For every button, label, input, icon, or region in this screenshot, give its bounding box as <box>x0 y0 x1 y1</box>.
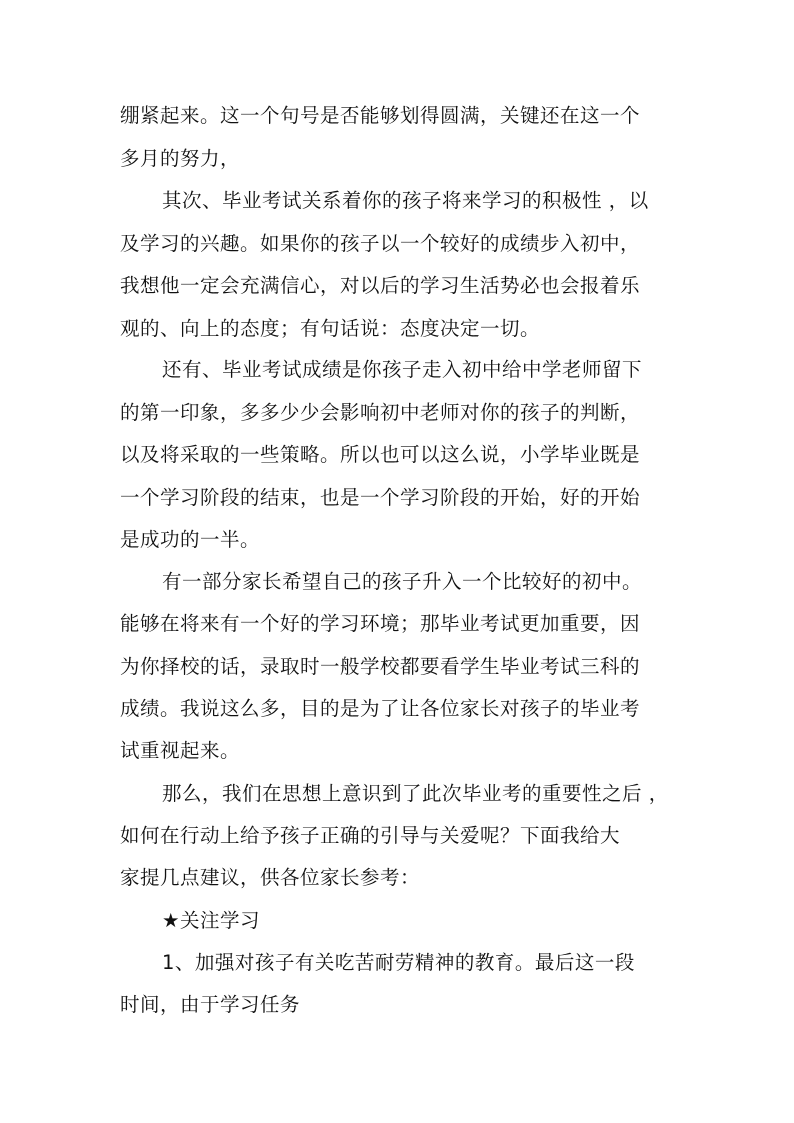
text-line: 能够在将来有一个好的学习环境；那毕业考试更加重要，因 <box>120 612 641 635</box>
text-line: 如何在行动上给予孩子正确的引导与关爱呢？下面我给大 <box>120 824 621 847</box>
paragraph-first-line: 还有、毕业考试成绩是你孩子走入初中给中学老师留下 <box>162 358 643 381</box>
text-line: 观的、向上的态度；有句话说：态度决定一切。 <box>120 317 541 340</box>
text-line: 为你择校的话，录取时一般学校都要看学生毕业考试三科的 <box>120 655 641 678</box>
text-line: 绷紧起来。这一个句号是否能够划得圆满，关键还在这一个 <box>120 104 641 127</box>
text-line: 多月的努力， <box>120 147 241 170</box>
text-line: 成绩。我说这么多，目的是为了让各位家长对孩子的毕业考 <box>120 697 641 720</box>
text-line: 家提几点建议，供各位家长参考： <box>120 866 421 889</box>
paragraph-first-line: 1、加强对孩子有关吃苦耐劳精神的教育。最后这一段 <box>162 951 635 974</box>
text-line: 及学习的兴趣。如果你的孩子以一个较好的成绩步入初中， <box>120 232 641 255</box>
paragraph-first-line: 有一部分家长希望自己的孩子升入一个比较好的初中。 <box>162 570 643 593</box>
text-line: 是成功的一半。 <box>120 528 261 551</box>
text-line: 我想他一定会充满信心，对以后的学习生活势必也会报着乐 <box>120 274 641 297</box>
text-line: 的第一印象，多多少少会影响初中老师对你的孩子的判断， <box>120 401 641 424</box>
section-heading: ★关注学习 <box>162 909 260 932</box>
paragraph-first-line: 其次、毕业考试关系着你的孩子将来学习的积极性 ，以 <box>162 189 649 212</box>
text-line: 时间，由于学习任务 <box>120 993 301 1016</box>
text-line: 以及将采取的一些策略。所以也可以这么说，小学毕业既是 <box>120 443 641 466</box>
paragraph-first-line: 那么，我们在思想上意识到了此次毕业考的重要性之后 ， <box>162 782 669 805</box>
text-line: 一个学习阶段的结束，也是一个学习阶段的开始，好的开始 <box>120 486 641 509</box>
text-line: 试重视起来。 <box>120 739 241 762</box>
